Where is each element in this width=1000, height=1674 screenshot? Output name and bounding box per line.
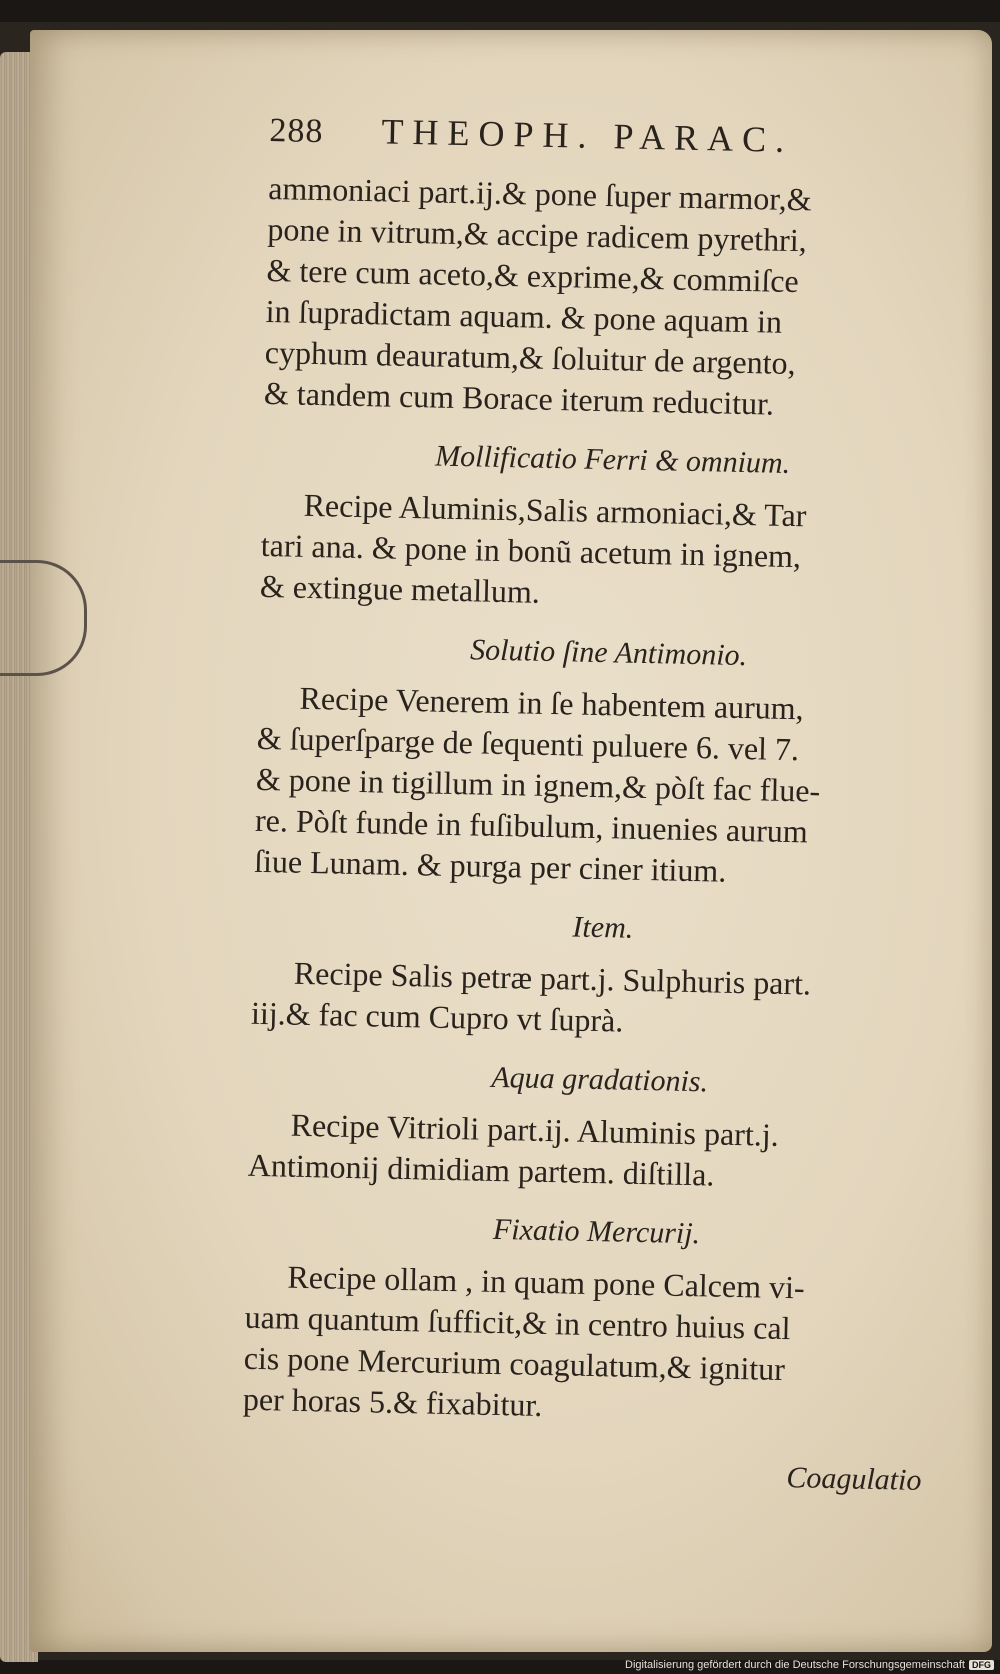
book-page [30,30,992,1652]
footer-text: Digitalisierung gefördert durch die Deutsche Forschungsgemeinschaft [625,1659,965,1671]
dfg-logo-badge: DFG [969,1660,994,1670]
text-line: iij.& fac cum Cupro vt ſuprà. [250,994,624,1039]
section [260,436,963,622]
section-heading: Solutio ſine Antimonio. [469,633,748,673]
running-head: THEOPH. PARAC. [381,111,794,160]
section [254,629,959,897]
text-line: & ſuperſparge de ſequenti puluere 6. vel 7. [256,719,800,768]
section-heading: Item. [572,910,634,945]
text-line: cis pone Mercurium coagulatum,& ignitur [243,1339,786,1388]
text-line: cyphum deauratum,& ſoluitur de argento, [264,333,796,382]
section [247,1056,950,1201]
text-line: Recipe ollam , in quam pone Calcem vi- [287,1258,805,1306]
text-line: ſiue Lunam. & purga per ciner itium. [253,842,727,889]
section-heading: Aqua gradationis. [491,1060,709,1099]
text-line: & tandem cum Borace iterum reducitur. [263,374,775,422]
catchword: Coagulatio [786,1461,922,1497]
text-line: & tere cum aceto,& exprime,& commiſce [266,251,800,300]
page-header [269,108,970,165]
text-line: Antimonij dimidiam partem. diſtilla. [247,1146,715,1193]
text-line: per horas 5.& fixabitur. [242,1380,543,1423]
text-line: Recipe Aluminis,Salis armoniaci,& Tar [303,486,807,534]
text-block [241,108,970,1498]
page-number: 288 [269,111,324,151]
section [243,1208,947,1435]
page-clip [0,560,87,676]
text-line: tari ana. & pone in bonũ acetum in ignem, [260,526,802,575]
section-heading: Fixatio Mercurij. [492,1212,701,1251]
text-line: pone in vitrum,& accipe radicem pyrethri, [267,210,808,259]
section [264,168,969,429]
digitization-footer [560,1656,1000,1674]
book-scan [0,22,1000,1660]
text-line: Recipe Venerem in ſe habentem aurum, [299,679,805,727]
text-line: Recipe Salis petræ part.j. Sulphuris part. [293,954,812,1002]
text-line: Recipe Vitrioli part.ij. Aluminis part.j. [290,1106,780,1153]
section [251,904,954,1049]
text-line: & pone in tigillum in ignem,& pòſt fac flue- [255,760,821,809]
text-line: in ſupradictam aquam. & pone aquam in [265,292,783,340]
section-heading: Mollificatio Ferri & omnium. [434,439,791,480]
text-line: re. Pòſt funde in fuſibulum, inuenies aurum [254,801,809,850]
text-line: ammoniaci part.ij.& pone ſuper marmor,& [267,169,813,218]
text-line: uam quantum ſufficit,& in centro huius cal [244,1298,791,1347]
text-line: & extingue metallum. [259,567,541,610]
